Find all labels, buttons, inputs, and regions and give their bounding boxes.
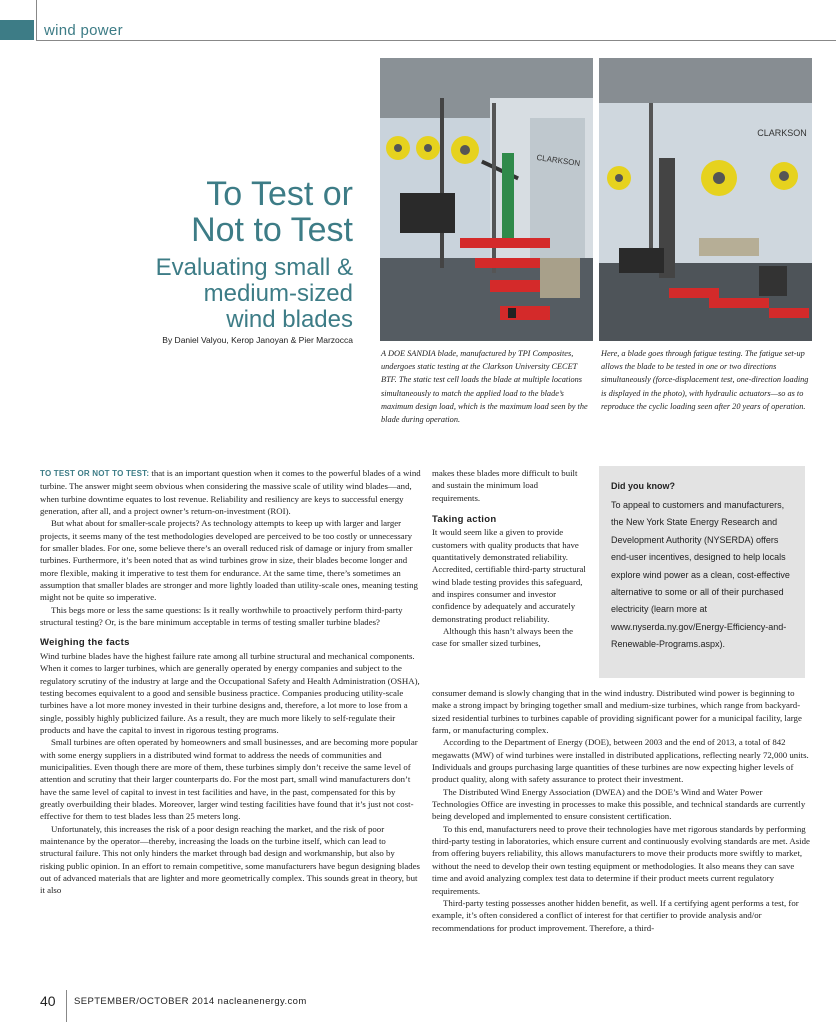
- section-heading-weighing: Weighing the facts: [40, 637, 130, 649]
- paragraph-text: that is an important question when it comes to the powerful blades of a wind turbine. The answer might seem obvious when considering the massive scale of utility wind blades—and, when turbine downtime equates to lost revenue. Reliability and resiliency are keys to successful energy generation, after all, and a project owner’s return-on-investment (ROI).: [40, 468, 421, 517]
- article-paragraph: The Distributed Wind Energy Association (DWEA) and the DOE’s Wind and Water Power Technologies Office are investing in processes to make this possible, and technical standards are currently being developed and implemented to ensure consistent certification.: [432, 786, 806, 822]
- section-label: wind power: [44, 22, 123, 39]
- article-subtitle-line-1: Evaluating small &: [155, 254, 353, 281]
- clarkson-sign: CLARKSON: [757, 128, 807, 138]
- article-title-line-1: To Test or: [206, 175, 353, 213]
- byline: By Daniel Valyou, Kerop Janoyan & Pier Marzocca: [162, 335, 353, 345]
- header-rule: [36, 40, 836, 41]
- page-number: 40: [40, 993, 56, 1009]
- static-test-photo: [380, 58, 593, 341]
- footer-issue-text: SEPTEMBER/OCTOBER 2014 nacleanenergy.com: [74, 996, 307, 1007]
- photo-caption-fatigue-test: Here, a blade goes through fatigue testing. The fatigue set-up allows the blade to be tested in one or two directions simultaneously (force-displacement test, one-direction loading is displayed in the photo), with hydraulic actuators—so as to reproduce the cyclic loading seen after 20 years of operation.: [601, 349, 809, 411]
- article-paragraph: Wind turbine blades have the highest failure rate among all turbine structural and mechanical components. When it comes to larger turbines, which are generally operated by energy companies and subject to the regulatory scrutiny of the industry at large and the Occupational Safety and Health Administration (OSHA), testing becomes equivalent to a good and sensible business practice. Companies producing utility-scale turbines have a lot more money invested in their turbine designs and, therefore, a lot more to lose from a single, possibly highly publicized failure. As a result, they are much more likely to self-regulate their products and have the capital to invest in rigorous testing programs.: [40, 650, 420, 735]
- static-test-photo-illustration: [380, 58, 593, 341]
- article-paragraph: This begs more or less the same questions: Is it really worthwhile to proactively perform third-party structural testing? Or, is the bare minimum acceptable in terms of testing smaller turbine blades?: [40, 604, 403, 628]
- article-column-2-wide: [432, 687, 810, 934]
- article-paragraph: Unfortunately, this increases the risk of a poor design reaching the market, and the risk of poor maintenance by the operator—thereby, increasing the loads on the turbine itself, which can lead to structural failure. This not only hinders the market through bad design and workmanship, but also by risking public opinion. In an effort to remain competitive, some manufacturers have begun designing blades out of advanced materials that are lighter and more geometrically complex. This sounds great in theory, but it also: [40, 823, 420, 896]
- fatigue-test-photo-illustration: [599, 58, 812, 341]
- sidebar-body: To appeal to customers and manufacturers, the New York State Energy Research and Development Authority (NYSERDA) offers end-user incentives, designed to help locals explore wind power as a clean, cost-effective alternative to some or all of their purchased electricity (learn more at www.nyserda.ny.gov/Energy-Efficiency-and-Renewable-Programs.aspx).: [611, 500, 790, 650]
- lead-in: TO TEST OR NOT TO TEST:: [40, 469, 150, 478]
- article-paragraph: Small turbines are often operated by homeowners and small businesses, and are becoming more popular with some energy suppliers in a distributed wind format to address the needs of communities and municipalities. Even though there are more of them, these turbines simply don’t receive the same level of attention and scrutiny that their larger counterparts do. For the most part, small wind manufacturers don’t have the same level of capital to invest in test facilities and have, in the past, compensated for this by greatly overbuilding their blades. Moreover, larger wind testing facilities have found that it’s just not cost-effective for them to test blades less than 25 meters long.: [40, 737, 418, 822]
- photo-caption-static-test: A DOE SANDIA blade, manufactured by TPI Composites, undergoes static testing at the Clarkson University CECET BTF. The static test cell loads the blade at multiple locations simultaneously to match the applied load to the blade’s maximum design load, which is the maximum load seen by the blade during operation.: [381, 349, 588, 425]
- section-heading-taking-action: Taking action: [432, 514, 497, 526]
- clarkson-sign: CLARKSON: [535, 153, 581, 169]
- footer-divider: [66, 990, 67, 1022]
- article-subtitle-line-2: medium-sized: [203, 280, 353, 307]
- article-paragraph: But what about for smaller-scale projects? As technology attempts to keep up with larger and larger projects, it seems many of the test methodologies developed are perceived to be too costly or unnecessary for smaller blades. For one, some believe there’s an overall reduced risk of damage or injury from smaller turbines. Furthermore, it’s been noted that as wind turbines grow in size, their blades become longer and more flexible, making it imperative to test them for endurance. At the same time, there’s sometimes an assumption that smaller blades are stronger and more lightly loaded than utility-scale ones, meaning testing might not be quite so imperative.: [40, 518, 418, 603]
- article-column-2: [432, 467, 587, 650]
- header-divider-vertical: [36, 0, 37, 40]
- article-column-1: [40, 467, 421, 897]
- sidebar-title: Did you know?: [611, 481, 675, 491]
- article-title-line-2: Not to Test: [191, 211, 353, 249]
- fatigue-test-photo: [599, 58, 812, 341]
- article-paragraph: makes these blades more difficult to built and sustain the minimum load requirements.: [432, 468, 578, 503]
- article-paragraph: consumer demand is slowly changing that in the wind industry. Distributed wind power is beginning to make a strong impact by bringing together small and medium-size turbines, which range from backyard-sized residential turbines to turbines capable of providing significant power for a municipal facility, large farm, or manufacturing complex.: [432, 688, 802, 736]
- article-paragraph: [40, 467, 421, 517]
- article-paragraph: It would seem like a given to provide customers with quality products that have quantitatively demonstrated reliability. Accredited, certifiable third-party structural wind blade testing provides this safeguard, and inspires consumer and investor confidence by adequately and accurately demonstrating product reliability.: [432, 527, 586, 624]
- article-paragraph: To this end, manufacturers need to prove their technologies have met rigorous standards by performing third-party testing in laboratories, which ensure current and continuously evolving standards are met. Aside from offering buyers reliability, this allows manufacturers to move their products more swiftly to market, without the need to develop their own testing equipment or methodologies. It also means they can save time and avoid analyzing complex test data to determine if their product meets current regulatory requirements.: [432, 823, 810, 896]
- article-subtitle-line-3: wind blades: [226, 306, 353, 333]
- section-tab-block: [0, 20, 34, 40]
- article-paragraph: Third-party testing possesses another hidden benefit, as well. If a certifying agent performs a test, for example, it’s often considered a conflict of interest for that certifier to provide analysis and/or recommendations for product improvement. Therefore, a third-: [432, 897, 799, 933]
- article-paragraph: Although this hasn’t always been the case for smaller sized turbines,: [432, 626, 574, 649]
- article-paragraph: According to the Department of Energy (DOE), between 2003 and the end of 2013, a total of 842 megawatts (MW) of wind turbines were installed in distributed applications, reflecting nearly 72,000 units. Individuals and groups purchasing large quantities of these turbines are now expecting higher levels of product quality, along with safety assurance to protect their investment.: [432, 737, 809, 785]
